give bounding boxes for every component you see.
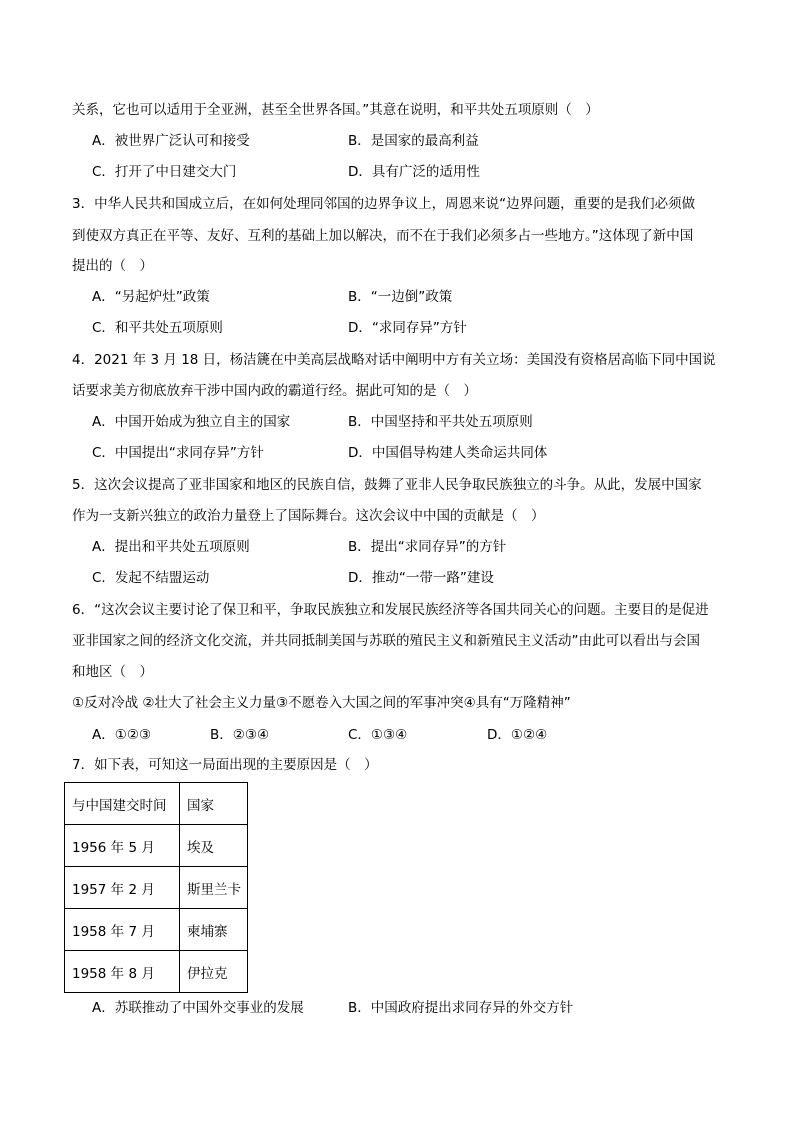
- q5-stem-line-2: 作为一支新兴独立的政治力量登上了国际舞台。这次会议中中国的贡献是（ ）: [72, 508, 545, 524]
- table-cell: 1956 年 5 月: [65, 825, 180, 867]
- q4-stem-line-1: 4．2021 年 3 月 18 日，杨洁篪在中美高层战略对话中阐明中方有关立场：美国没有资格居高临下同中国说: [72, 352, 716, 368]
- q6-stem-line-2: 亚非国家之间的经济文化交流，并共同抵制美国与苏联的殖民主义和新殖民主义活动”由此可以看出与会国: [72, 633, 700, 649]
- table-cell: 斯里兰卡: [180, 867, 248, 909]
- q2-option-a: A．被世界广泛认可和接受: [92, 133, 250, 149]
- q7-stem-line: 7．如下表，可知这一局面出现的主要原因是（ ）: [72, 757, 378, 773]
- q4-option-d: D．中国倡导构建人类命运共同体: [348, 445, 548, 461]
- q3-stem-line-3: 提出的（ ）: [72, 258, 153, 274]
- q4-option-a: A．中国开始成为独立自主的国家: [92, 414, 291, 430]
- table-cell: 柬埔寨: [180, 909, 248, 951]
- q6-option-c: C．①③④: [348, 727, 408, 743]
- q4-option-c: C．中国提出“求同存异”方针: [92, 445, 264, 461]
- table-header-cell: 国家: [180, 783, 248, 825]
- table-cell: 1958 年 7 月: [65, 909, 180, 951]
- q4-option-b: B．中国坚持和平共处五项原则: [348, 414, 533, 430]
- q5-option-c: C．发起不结盟运动: [92, 570, 210, 586]
- q4-stem-line-2: 话要求美方彻底放弃干涉中国内政的霸道行经。据此可知的是（ ）: [72, 383, 477, 399]
- table-row: [65, 951, 248, 993]
- q6-option-d: D．①②④: [487, 727, 548, 743]
- q2-option-d: D．具有广泛的适用性: [348, 164, 480, 180]
- q3-option-d: D．“求同存异”方针: [348, 320, 467, 336]
- table-cell: 1957 年 2 月: [65, 867, 180, 909]
- q6-option-a: A．①②③: [92, 727, 152, 743]
- q2-stem-line: 关系，它也可以适用于全亚洲，甚至全世界各国。”其意在说明，和平共处五项原则（ ）: [72, 102, 599, 118]
- q5-option-a: A．提出和平共处五项原则: [92, 539, 250, 555]
- q5-stem-line-1: 5．这次会议提高了亚非国家和地区的民族自信，鼓舞了亚非人民争取民族独立的斗争。从此，发展中国家: [72, 477, 702, 493]
- q3-stem-line-1: 3．中华人民共和国成立后，在如何处理同邻国的边界争议上，周恩来说“边界问题，重要的是我们必须做: [72, 196, 696, 212]
- q7-option-b: B．中国政府提出求同存异的外交方针: [348, 1000, 574, 1016]
- table-cell: 1958 年 8 月: [65, 951, 180, 993]
- q6-stem-line-1: 6．“这次会议主要讨论了保卫和平，争取民族独立和发展民族经济等各国共同关心的问题。主要目的是促进: [72, 602, 709, 618]
- table-header-cell: 与中国建交时间: [65, 783, 180, 825]
- q6-items: ①反对冷战 ②壮大了社会主义力量③不愿卷入大国之间的军事冲突④具有“万隆精神”: [72, 695, 571, 711]
- q6-option-b: B．②③④: [210, 727, 270, 743]
- q3-option-b: B．“一边倒”政策: [348, 289, 453, 305]
- table-cell: 埃及: [180, 825, 248, 867]
- q2-option-b: B．是国家的最高利益: [348, 133, 479, 149]
- q7-option-a: A．苏联推动了中国外交事业的发展: [92, 1000, 304, 1016]
- table-cell: 伊拉克: [180, 951, 248, 993]
- q3-option-a: A．“另起炉灶”政策: [92, 289, 210, 305]
- q3-option-c: C．和平共处五项原则: [92, 320, 223, 336]
- q5-option-b: B．提出“求同存异”的方针: [348, 539, 507, 555]
- q6-stem-line-3: 和地区（ ）: [72, 664, 153, 680]
- table-row: [65, 867, 248, 909]
- table-row: [65, 909, 248, 951]
- table-header-row: [65, 783, 248, 825]
- q7-table: [64, 782, 248, 993]
- q3-stem-line-2: 到使双方真正在平等、友好、互利的基础上加以解决，而不在于我们必须多占一些地方。”这体现了新中国: [72, 228, 694, 244]
- q2-option-c: C．打开了中日建交大门: [92, 164, 237, 180]
- q5-option-d: D．推动“一带一路”建设: [348, 570, 494, 586]
- table-row: [65, 825, 248, 867]
